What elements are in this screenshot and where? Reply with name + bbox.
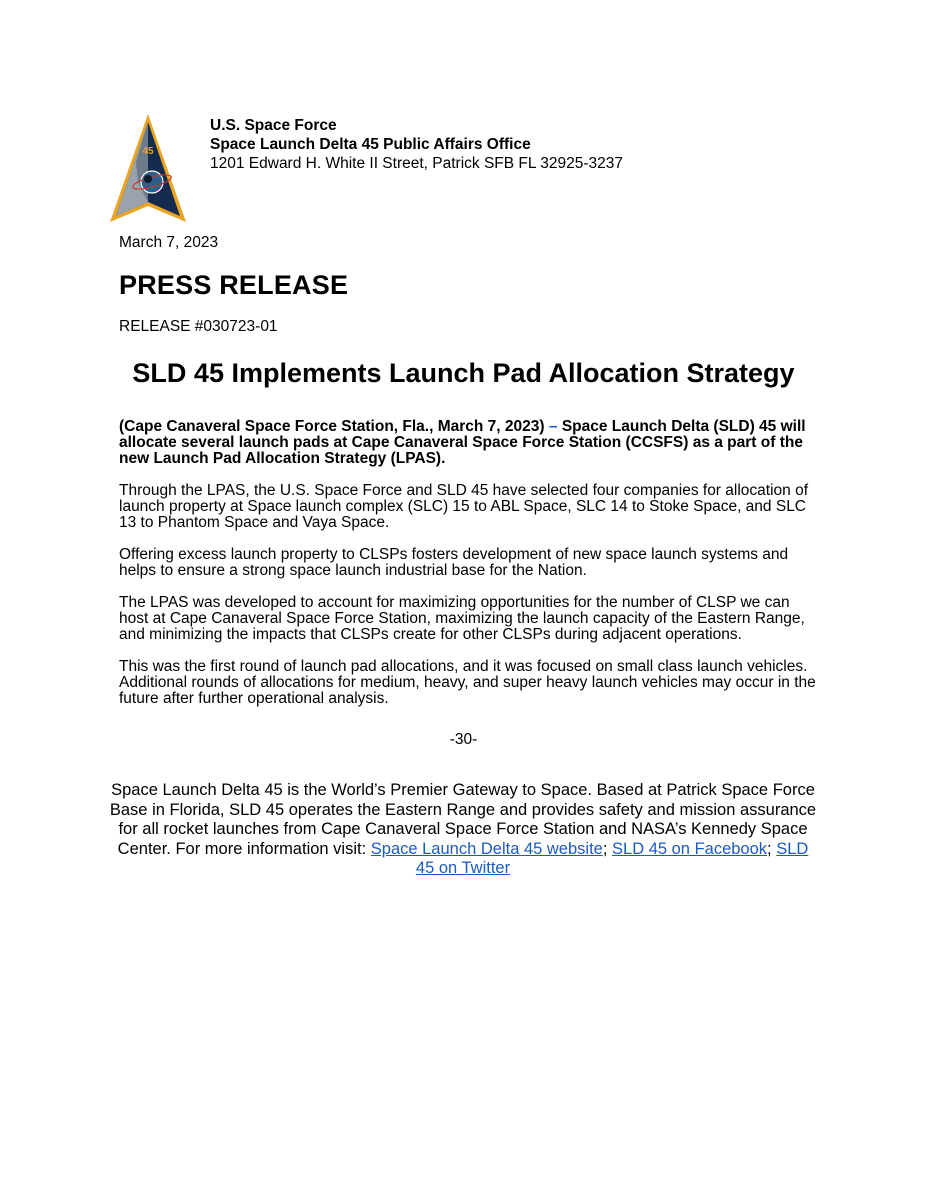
body-paragraph-3: The LPAS was developed to account for maximizing opportunities for the number of CLSP we can host at Cape Canaveral Space Force Station, maximizing the launch capacity of the Eastern Range, and minimizing the impacts that CLSPs create for other CLSPs during adjacent operations. (119, 594, 805, 643)
lead-paragraph (119, 419, 819, 467)
org-name: U.S. Space Force (210, 117, 337, 134)
body-paragraph-2: Offering excess launch property to CLSPs fosters development of new space launch systems and helps to ensure a strong space launch industrial base for the Nation. (119, 546, 789, 579)
release-date: March 7, 2023 (119, 234, 219, 251)
office-address: 1201 Edward H. White II Street, Patrick SFB FL 32925-3237 (210, 155, 623, 172)
boilerplate-text: Space Launch Delta 45 is the World’s Premier Gateway to Space. Based at Patrick Space Force Base in Florida, SLD 45 operates the Eastern Range and provides safety and mission assurance for all rocket launches from Cape Canaveral Space Force Station and NASA’s Kennedy Space Center. For more information visit: (109, 781, 817, 858)
org-header (210, 116, 623, 173)
sld45-emblem-icon (108, 112, 188, 224)
press-release-label: PRESS RELEASE (119, 270, 349, 300)
headline: SLD 45 Implements Launch Pad Allocation Strategy (132, 358, 795, 388)
body-paragraph-1: Through the LPAS, the U.S. Space Force and SLD 45 have selected four companies for allocation of launch property at Space launch complex (SLC) 15 to ABL Space, SLC 14 to Stoke Space, and SLC 13 to Phantom Space and Vaya Space. (119, 482, 809, 531)
dateline-dash: – (548, 418, 558, 435)
release-number: RELEASE #030723-01 (119, 318, 278, 335)
dateline: (Cape Canaveral Space Force Station, Fla., March 7, 2023) (119, 418, 545, 435)
office-name: Space Launch Delta 45 Public Affairs Office (210, 136, 531, 153)
twitter-link[interactable]: SLD 45 on Twitter (415, 839, 809, 877)
boilerplate (108, 781, 818, 879)
body-paragraph-4: This was the first round of launch pad allocations, and it was focused on small class launch vehicles. Additional rounds of allocations for medium, heavy, and super heavy launch vehicles may occur in the future after further operational analysis. (119, 658, 816, 707)
link-separator: ; (767, 839, 777, 858)
link-separator: ; (602, 839, 613, 858)
emblem-number: 45 (142, 146, 154, 157)
lead-text: Space Launch Delta (SLD) 45 will allocate several launch pads at Cape Canaveral Space Force Station (CCSFS) as a part of the new Launch Pad Allocation Strategy (LPAS). (119, 418, 806, 467)
release-body (119, 419, 819, 723)
website-link[interactable]: Space Launch Delta 45 website (370, 839, 603, 858)
facebook-link[interactable]: SLD 45 on Facebook (612, 839, 768, 858)
end-mark: -30- (449, 731, 478, 748)
